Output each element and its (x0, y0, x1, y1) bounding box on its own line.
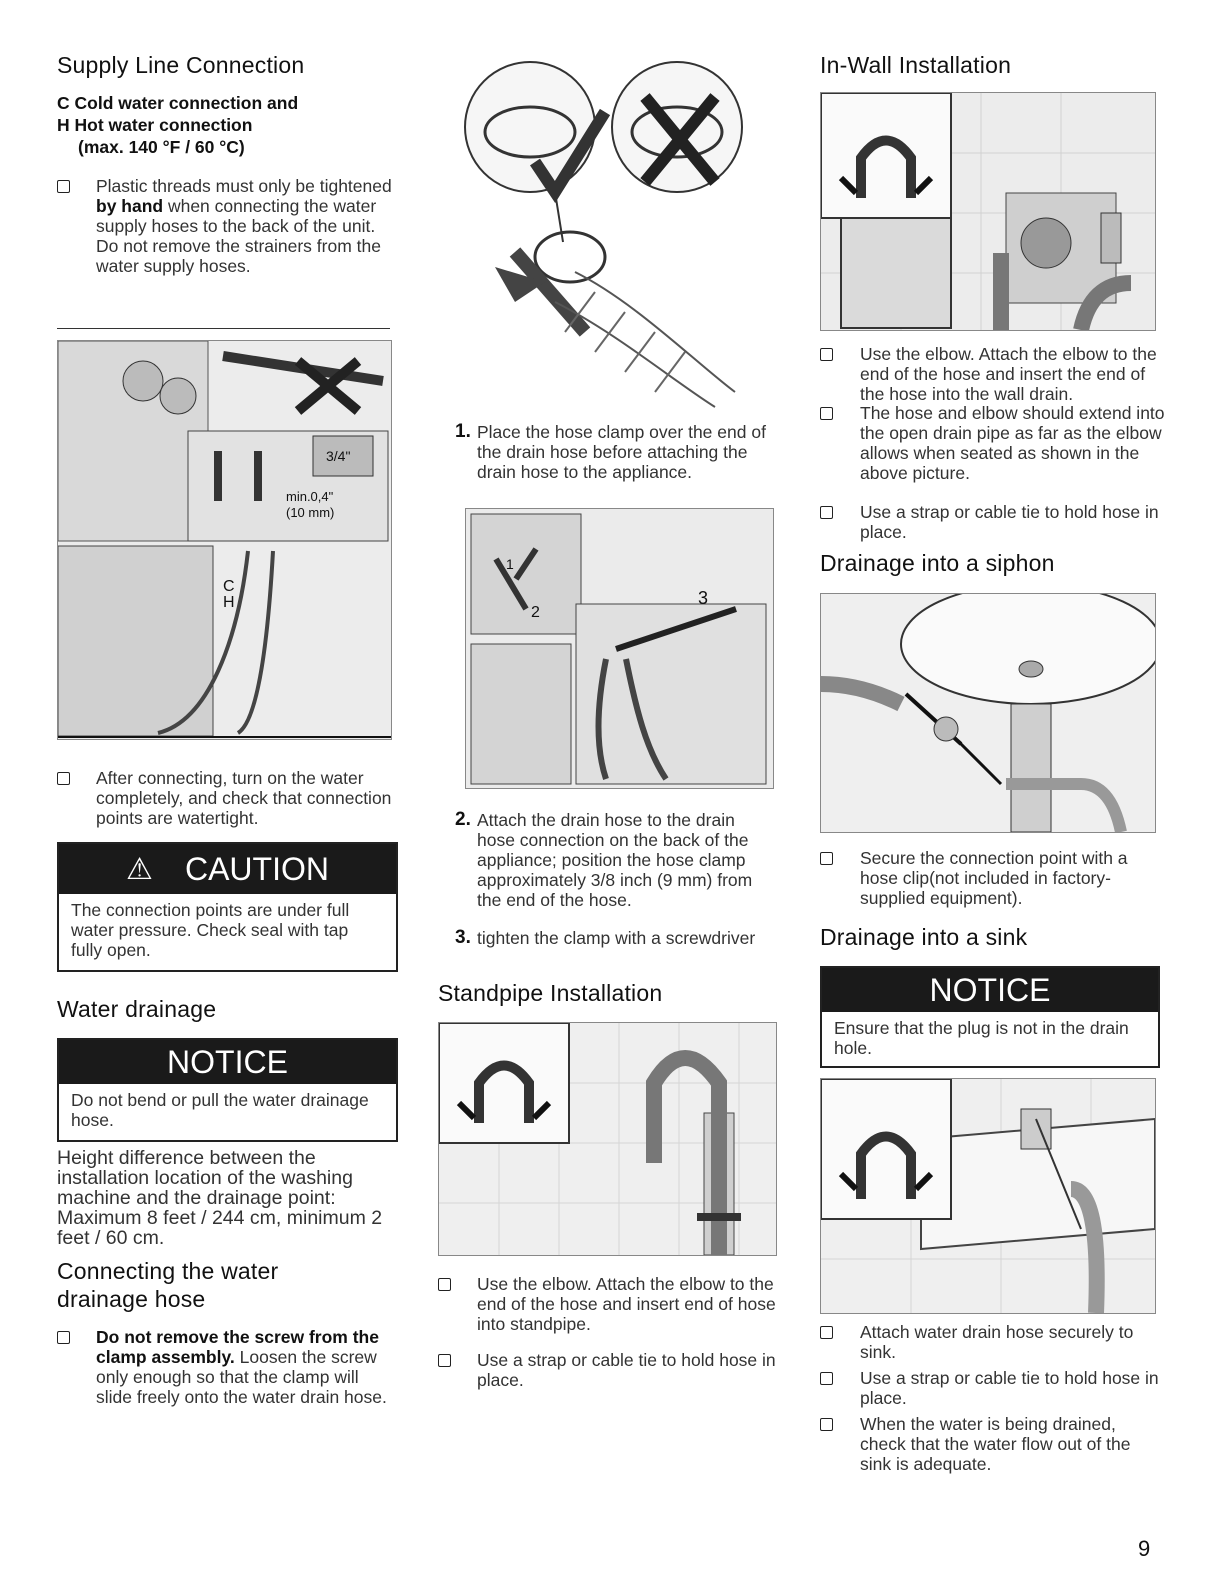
checkbox-icon (820, 348, 833, 361)
checkbox-icon (57, 180, 70, 193)
caution-title: CAUTION (184, 850, 329, 887)
checkbox-icon (57, 772, 70, 785)
min-label: min.0,4" (286, 489, 334, 504)
notice-text: Do not bend or pull the water drainage hose. (71, 1090, 369, 1130)
checkbox-icon (438, 1354, 451, 1367)
mm-label: (10 mm) (286, 505, 335, 520)
water-drainage-heading: Water drainage (57, 996, 217, 1022)
fig-label-3: 3 (698, 588, 709, 608)
standpipe-figure (438, 1022, 777, 1256)
bullet-text: Use the elbow. Attach the elbow to the end of the hose and insert the end of the hose into the wall drain. (860, 344, 1157, 404)
sink-figure (820, 1078, 1156, 1314)
fig-label-2: 2 (531, 604, 540, 621)
plastic-threads-bullet (57, 176, 397, 276)
connecting-heading-line2: drainage hose (57, 1286, 206, 1312)
checkbox-icon (820, 1326, 833, 1339)
page-number: 9 (1138, 1536, 1151, 1561)
bullet-text: Attach water drain hose securely to sink. (860, 1322, 1134, 1362)
step-number: 3. (455, 927, 471, 948)
sink-notice-box (820, 966, 1160, 1068)
standpipe-bullet-1 (438, 1274, 778, 1334)
in-wall-bullet-2 (820, 403, 1165, 483)
standpipe-bullet-2 (438, 1350, 778, 1390)
caution-text: The connection points are under full water pressure. Check seal with tap fully open. (71, 900, 350, 960)
height-difference-text: Height difference between the installation location of the washing machine and the drainage point: Maximum 8 feet / 244 cm, minimum 2 feet / 60 cm. (57, 1147, 383, 1249)
checkbox-icon (820, 506, 833, 519)
divider (57, 328, 390, 329)
checkbox-icon (438, 1278, 451, 1291)
bullet-text: Do not remove the screw from the clamp assembly. Loosen the screw only enough so that the clamp will slide freely onto the water drain hose. (96, 1327, 387, 1407)
in-wall-bullet-1 (820, 344, 1165, 404)
checkbox-icon (820, 1418, 833, 1431)
hose-clamp-figure (455, 42, 765, 410)
step-number: 2. (455, 809, 471, 830)
step-3 (455, 928, 775, 948)
sink-bullet-2 (820, 1368, 1165, 1408)
checkbox-icon (57, 1331, 70, 1344)
bullet-text: Secure the connection point with a hose clip(not included in factory-supplied equipment). (860, 848, 1128, 908)
notice-title: NOTICE (929, 971, 1051, 1008)
sink-bullet-1 (820, 1322, 1165, 1362)
in-wall-bullet-3 (820, 502, 1165, 542)
notice-text: Ensure that the plug is not in the drain hole. (834, 1018, 1129, 1058)
step-2 (455, 810, 775, 910)
c-label: C (223, 578, 235, 595)
step-1 (455, 422, 775, 482)
siphon-bullet-1 (820, 848, 1165, 908)
in-wall-figure (820, 92, 1156, 331)
connecting-heading-line1: Connecting the water (57, 1258, 279, 1284)
notice-bar (822, 968, 1158, 1012)
hot-water-label: H Hot water connection (57, 115, 253, 135)
siphon-heading: Drainage into a siphon (820, 550, 1055, 576)
fig-label-1: 1 (506, 556, 514, 572)
cold-water-label: C Cold water connection and (57, 93, 299, 113)
supply-heading: Supply Line Connection (57, 52, 305, 78)
max-temp-label: (max. 140 °F / 60 °C) (78, 137, 245, 157)
siphon-figure (820, 593, 1156, 833)
supply-connection-figure (57, 340, 392, 740)
drainage-notice-box (57, 1038, 398, 1142)
caution-bar (59, 844, 396, 894)
caution-box (57, 842, 398, 972)
bullet-text: After connecting, turn on the water completely, and check that connection points are watertight. (96, 768, 392, 828)
notice-bar (59, 1040, 396, 1084)
sink-bullet-3 (820, 1414, 1165, 1474)
after-connecting-bullet (57, 768, 397, 828)
bullet-text: Use the elbow. Attach the elbow to the end of the hose and insert end of hose into standpipe. (477, 1274, 776, 1334)
in-wall-heading: In-Wall Installation (820, 52, 1012, 78)
drain-hose-attach-figure (465, 508, 774, 789)
sink-heading: Drainage into a sink (820, 924, 1028, 950)
bullet-text: Use a strap or cable tie to hold hose in place. (860, 1368, 1159, 1408)
standpipe-heading: Standpipe Installation (438, 980, 663, 1006)
step-text: tighten the clamp with a screwdriver (477, 928, 756, 948)
screw-clamp-bullet (57, 1327, 397, 1407)
checkbox-icon (820, 407, 833, 420)
step-number: 1. (455, 421, 471, 442)
step-text: Place the hose clamp over the end of the drain hose before attaching the drain hose to the appliance. (477, 422, 766, 482)
checkbox-icon (820, 1372, 833, 1385)
size-label: 3/4" (326, 448, 351, 464)
bullet-text: Use a strap or cable tie to hold hose in place. (477, 1350, 776, 1390)
checkbox-icon (820, 852, 833, 865)
notice-title: NOTICE (167, 1043, 288, 1080)
bullet-text: The hose and elbow should extend into the open drain pipe as far as the elbow allows when seated as shown in the above picture. (860, 403, 1165, 483)
h-label: H (223, 594, 235, 611)
step-text: Attach the drain hose to the drain hose connection on the back of the appliance; position the hose clamp approximately 3/8 inch (9 mm) from the end of the hose. (477, 810, 753, 910)
bullet-text: When the water is being drained, check that the water flow out of the sink is adequate. (860, 1414, 1131, 1474)
bullet-text: Plastic threads must only be tightened by hand when connecting the water supply hoses to the back of the unit. Do not remove the strainers from the water supply hoses. (96, 176, 392, 276)
bullet-text: Use a strap or cable tie to hold hose in place. (860, 502, 1159, 542)
warning-triangle-icon: ⚠ (126, 852, 153, 886)
